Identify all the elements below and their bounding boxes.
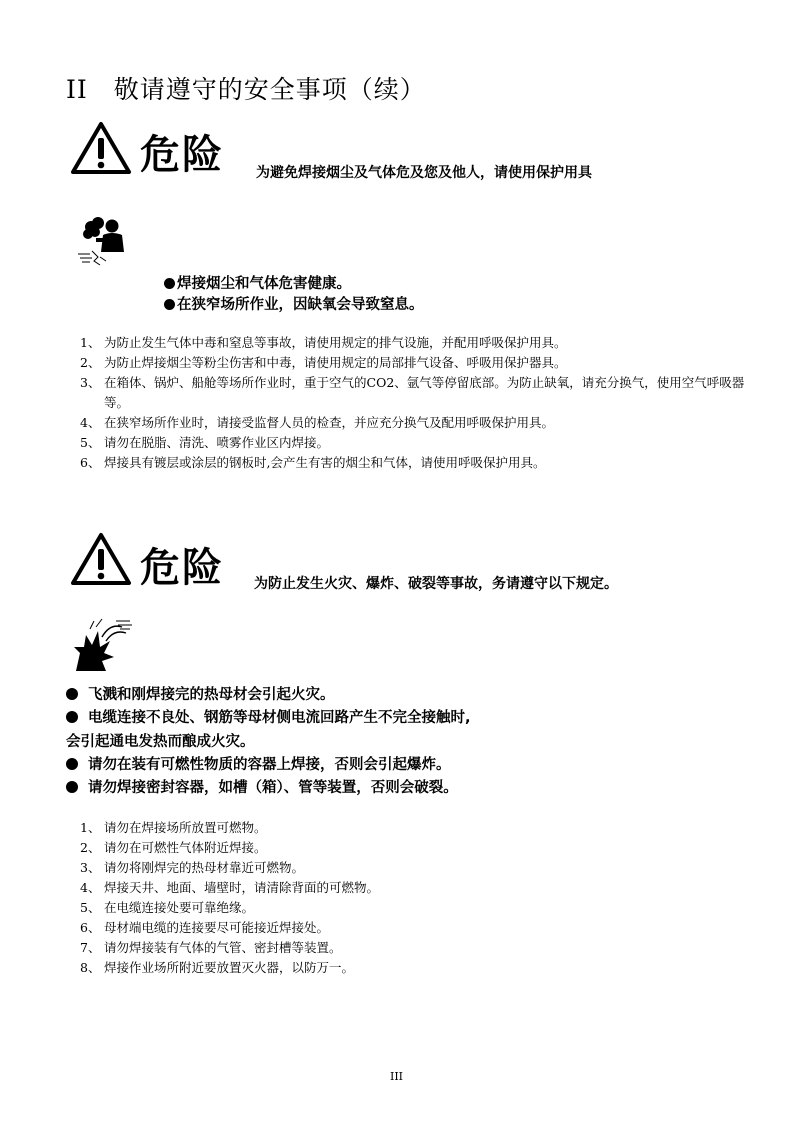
list-item: 3、 请勿将刚焊完的热母材靠近可燃物。 <box>80 860 305 875</box>
title-text: 敬请遵守的安全事项（续） <box>113 75 426 104</box>
section1-bold-point: 焊接烟尘和气体危害健康。 <box>164 272 351 293</box>
bullet-icon <box>66 758 78 770</box>
bullet-icon <box>66 688 78 700</box>
title-roman-numeral: II <box>66 75 88 104</box>
section1-bold-point: 在狭窄场所作业，因缺氧会导致窒息。 <box>164 293 424 314</box>
list-item: 8、 焊接作业场所附近要放置灭火器，以防万一。 <box>80 960 355 975</box>
section2-list <box>80 818 745 978</box>
list-item: 3、 在箱体、锅炉、船舱等场所作业时，重于空气的CO2、氩气等停留底部。为防止缺氧，请充分换气，使用空气呼吸器等。 <box>80 375 745 410</box>
page-title <box>66 70 426 106</box>
section2-bold-point: 飞溅和刚焊接完的热母材会引起火灾。 <box>66 683 335 704</box>
danger-label: 危险 <box>140 545 224 591</box>
list-item: 7、 请勿焊接装有气体的气管、密封槽等装置。 <box>80 940 342 955</box>
list-item: 5、 请勿在脱脂、清洗、喷雾作业区内焊接。 <box>80 435 330 450</box>
bullet-icon <box>164 299 175 310</box>
section2-subheading: 为防止发生火灾、爆炸、破裂等事故，务请遵守以下规定。 <box>254 576 618 592</box>
list-item: 6、 母材端电缆的连接要尽可能接近焊接处。 <box>80 920 330 935</box>
warning-triangle-icon <box>70 532 132 586</box>
bullet-icon <box>164 278 175 289</box>
list-item: 5、 在电缆连接处要可靠绝缘。 <box>80 900 255 915</box>
list-item: 6、 焊接具有镀层或涂层的钢板时,会产生有害的烟尘和气体，请使用呼吸保护用具。 <box>80 455 546 470</box>
list-item: 2、 请勿在可燃性气体附近焊接。 <box>80 840 267 855</box>
page-number: III <box>389 1070 404 1083</box>
section2-bold-point: 电缆连接不良处、钢筋等母材侧电流回路产生不完全接触时, <box>66 706 471 727</box>
list-item: 4、 在狭窄场所作业时，请接受监督人员的检查，并应充分换气及配用呼吸保护用具。 <box>80 415 555 430</box>
section2-bold-point-continued: 会引起通电发热而酿成火灾。 <box>66 734 255 750</box>
danger-label: 危险 <box>140 132 224 178</box>
section1-list <box>80 333 745 473</box>
list-item: 2、 为防止焊接烟尘等粉尘伤害和中毒，请使用规定的局部排气设备、呼吸用保护器具。 <box>80 355 567 370</box>
list-item: 1、 请勿在焊接场所放置可燃物。 <box>80 820 267 835</box>
fume-inhalation-icon <box>76 217 128 267</box>
section2-bold-point: 请勿焊接密封容器，如槽（箱）、管等装置，否则会破裂。 <box>66 776 458 797</box>
fire-explosion-icon <box>72 617 134 673</box>
section2-bold-point: 请勿在装有可燃性物质的容器上焊接，否则会引起爆炸。 <box>66 753 451 774</box>
list-item: 4、 焊接天井、地面、墙壁时，请清除背面的可燃物。 <box>80 880 380 895</box>
section1-subheading: 为避免焊接烟尘及气体危及您及他人，请使用保护用具 <box>256 165 592 181</box>
bullet-icon <box>66 711 78 723</box>
bullet-icon <box>66 781 78 793</box>
list-item: 1、 为防止发生气体中毒和窒息等事故，请使用规定的排气设施，并配用呼吸保护用具。 <box>80 335 567 350</box>
warning-triangle-icon <box>70 121 132 175</box>
